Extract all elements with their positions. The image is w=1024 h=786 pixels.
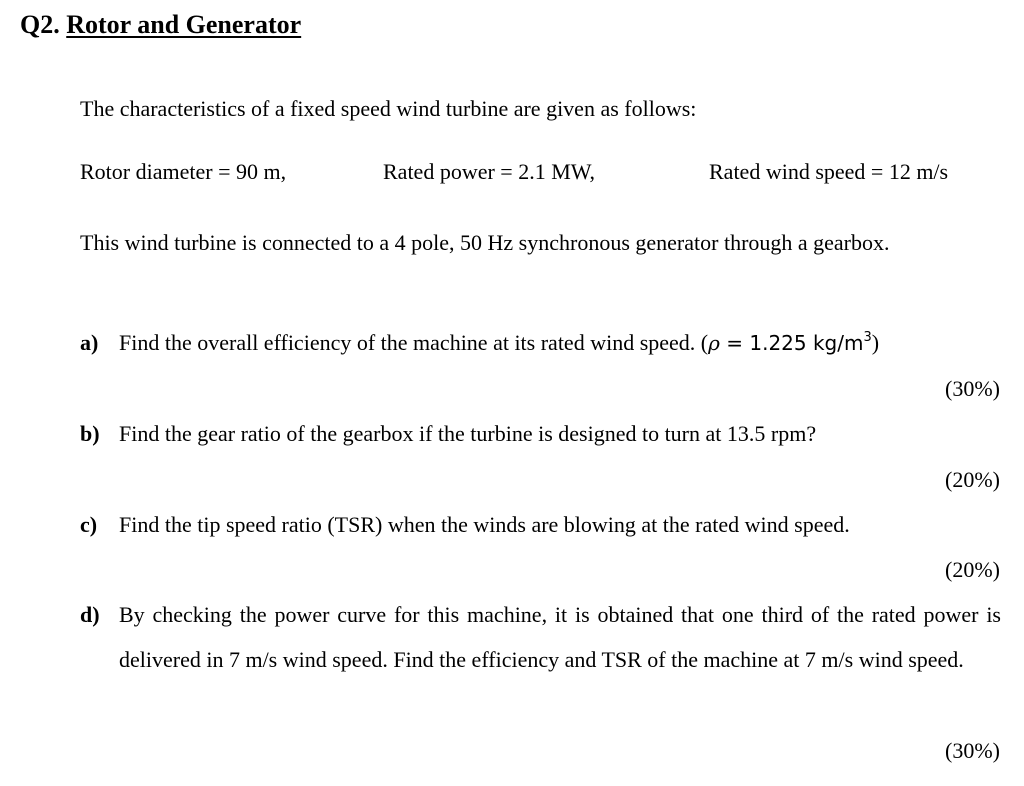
spec-rotor-diameter: Rotor diameter = 90 m, xyxy=(80,159,287,184)
question-c-mark: (20%) xyxy=(945,557,1000,582)
question-a-body: Find the overall efficiency of the machine at its rated wind speed. ( xyxy=(119,330,709,355)
connection-paragraph: This wind turbine is connected to a 4 pole, 50 Hz synchronous generator through a gearbox. xyxy=(80,230,890,255)
density-exponent: 3 xyxy=(863,330,872,345)
question-d-mark: (30%) xyxy=(945,738,1000,763)
question-b-mark: (20%) xyxy=(945,467,1000,492)
question-d-letter: d) xyxy=(80,602,100,627)
question-a-text xyxy=(119,328,879,358)
density-value: = 1.225 kg/m xyxy=(719,331,864,355)
question-a-letter: a) xyxy=(80,330,99,355)
question-c-letter: c) xyxy=(80,512,98,537)
question-number: Q2. xyxy=(20,10,60,39)
question-heading xyxy=(20,8,301,42)
question-b-letter: b) xyxy=(80,421,100,446)
question-a-mark: (30%) xyxy=(945,376,1000,401)
question-c-text: Find the tip speed ratio (TSR) when the winds are blowing at the rated wind speed. xyxy=(119,512,850,537)
question-title: Rotor and Generator xyxy=(66,10,302,39)
spec-rated-wind-speed: Rated wind speed = 12 m/s xyxy=(709,159,949,184)
rho-symbol: ρ xyxy=(708,331,720,355)
question-d-text: By checking the power curve for this machine, it is obtained that one third of the rated power is delivered in 7 m/s wind speed. Find the efficiency and TSR of the machine at 7 m/s wind speed. xyxy=(119,602,1001,672)
spec-rated-power: Rated power = 2.1 MW, xyxy=(383,159,596,184)
density-close-paren: ) xyxy=(871,330,880,355)
density-formula xyxy=(708,331,872,355)
intro-text: The characteristics of a fixed speed wind turbine are given as follows: xyxy=(80,96,697,121)
question-b-text: Find the gear ratio of the gearbox if the turbine is designed to turn at 13.5 rpm? xyxy=(119,421,817,446)
